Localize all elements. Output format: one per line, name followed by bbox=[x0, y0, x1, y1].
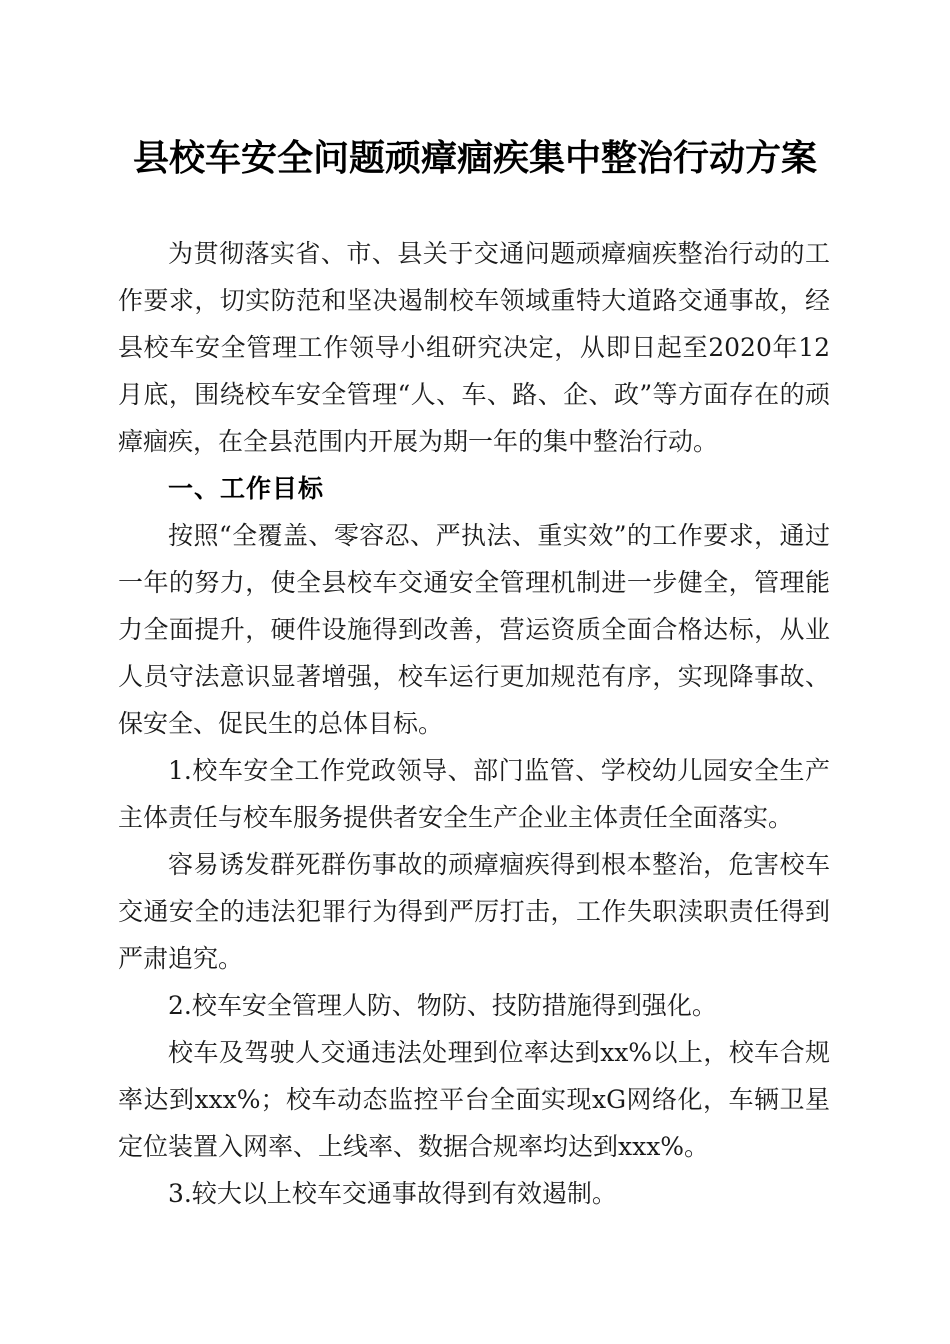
document-title: 县校车安全问题顽瘴痼疾集中整治行动方案 bbox=[132, 137, 817, 179]
goal-item-3: 3.较大以上校车交通事故得到有效遏制。 bbox=[168, 1179, 617, 1208]
document-body bbox=[118, 230, 830, 1217]
goals-paragraph: 按照“全覆盖、零容忍、严执法、重实效”的工作要求，通过一年的努力，使全县校车交通安全管理机制进一步健全，管理能力全面提升，硬件设施得到改善，营运资质全面合格达标，从业人员守法意识显著增强，校车运行更加规范有序，实现降事故、保安全、促民生的总体目标。 bbox=[118, 521, 830, 738]
intro-paragraph: 为贯彻落实省、市、县关于交通问题顽瘴痼疾整治行动的工作要求，切实防范和坚决遏制校车领域重特大道路交通事故，经县校车安全管理工作领导小组研究决定，从即日起至2020年12月底，围绕校车安全管理“人、车、路、企、政”等方面存在的顽瘴痼疾，在全县范围内开展为期一年的集中整治行动。 bbox=[118, 239, 830, 456]
goal-item-1: 1.校车安全工作党政领导、部门监管、学校幼儿园安全生产主体责任与校车服务提供者安全生产企业主体责任全面落实。 bbox=[118, 756, 830, 832]
goal-item-2-detail: 校车及驾驶人交通违法处理到位率达到xx%以上，校车合规率达到xxx%；校车动态监控平台全面实现xG网络化，车辆卫星定位装置入网率、上线率、数据合规率均达到xxx%。 bbox=[118, 1038, 830, 1161]
goal-item-2: 2.校车安全管理人防、物防、技防措施得到强化。 bbox=[168, 991, 717, 1020]
section-heading-work-goals: 一、工作目标 bbox=[168, 474, 325, 503]
goal-item-1-detail: 容易诱发群死群伤事故的顽瘴痼疾得到根本整治，危害校车交通安全的违法犯罪行为得到严厉打击，工作失职渎职责任得到严肃追究。 bbox=[118, 850, 830, 973]
